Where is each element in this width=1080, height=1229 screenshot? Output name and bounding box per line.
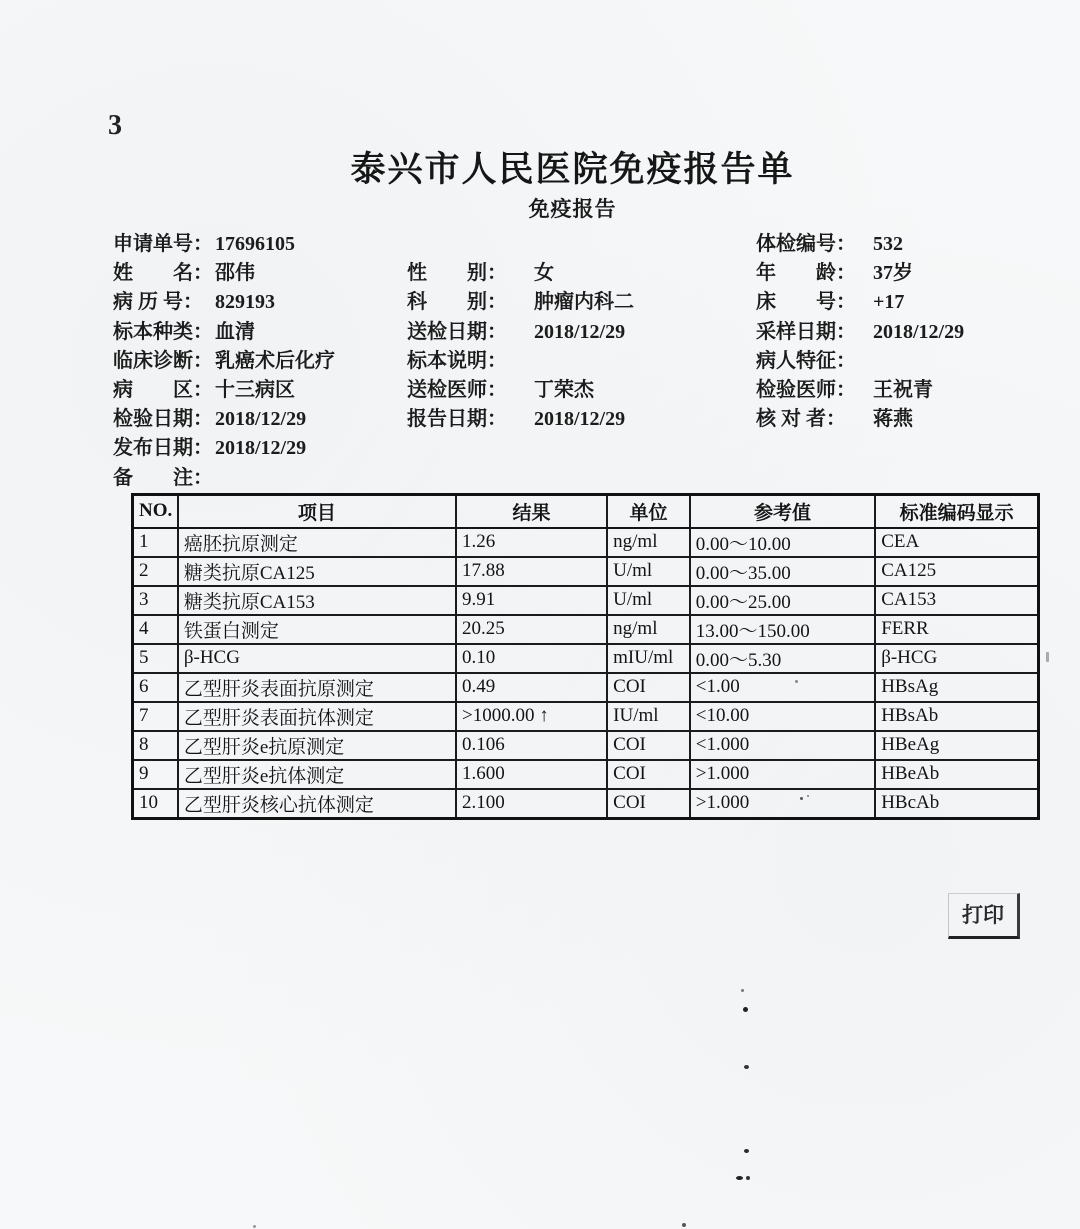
cell-result: 0.49 [456, 673, 607, 702]
page-number: 3 [108, 110, 122, 141]
cell-result: 1.600 [456, 760, 607, 789]
cell-reference: 0.00～10.00 [690, 528, 875, 557]
field-label: 科 别： [407, 291, 507, 314]
table-header-row [133, 495, 1039, 528]
cell-no: 8 [133, 731, 178, 760]
info-row-publish-date [113, 434, 405, 463]
field-value: 蒋燕 [873, 408, 913, 431]
table-row [133, 644, 1039, 673]
field-label: 病 历 号： [113, 291, 203, 314]
field-label: 标本说明： [407, 349, 507, 372]
field-label: 发布日期： [113, 437, 213, 460]
cell-result: >1000.00 ↑ [456, 702, 607, 731]
field-value: 邵伟 [215, 262, 255, 285]
scan-speck [800, 797, 803, 800]
field-label: 核 对 者： [756, 408, 846, 431]
cell-reference: <10.00 [690, 702, 875, 731]
field-label: 病 区： [113, 378, 213, 401]
scan-speck [807, 795, 809, 797]
cell-no: 3 [133, 586, 178, 615]
field-label: 年 龄： [756, 262, 856, 285]
cell-reference: >1.000 [690, 789, 875, 819]
info-row-checkup-no [756, 230, 1056, 259]
table-row [133, 528, 1039, 557]
scan-speck [743, 1007, 748, 1012]
info-row-remarks [113, 464, 405, 493]
column-header-no: NO. [133, 495, 178, 528]
scan-speck [746, 1176, 750, 1180]
field-value: 2018/12/29 [534, 320, 626, 343]
cell-item: 糖类抗原CA125 [178, 557, 456, 586]
info-row-checker [756, 405, 1056, 434]
field-value: 2018/12/29 [873, 320, 965, 343]
scan-speck [744, 1065, 749, 1069]
report-header [105, 150, 1040, 223]
field-value: 2018/12/29 [534, 408, 626, 431]
cell-code: β-HCG [875, 644, 1038, 673]
cell-item: 癌胚抗原测定 [178, 528, 456, 557]
cell-code: HBsAb [875, 702, 1038, 731]
field-label: 标本种类： [113, 320, 213, 343]
field-value: 丁荣杰 [534, 378, 594, 401]
print-button[interactable]: 打印 [948, 893, 1020, 939]
field-label: 报告日期： [407, 408, 507, 431]
info-row-sampling-date [756, 318, 1056, 347]
info-row-send-date [407, 318, 737, 347]
field-value: 王祝青 [873, 378, 933, 401]
info-row-medical-record-no [113, 288, 405, 317]
column-header-code: 标准编码显示 [875, 495, 1038, 528]
cell-reference: <1.00 [690, 673, 875, 702]
field-label: 送检医师： [407, 378, 507, 401]
field-label: 床 号： [756, 291, 856, 314]
cell-unit: COI [607, 789, 690, 819]
cell-reference: >1.000 [690, 760, 875, 789]
field-value: 2018/12/29 [215, 437, 307, 460]
cell-code: HBeAg [875, 731, 1038, 760]
info-column-right [756, 230, 1056, 434]
info-row-test-date [113, 405, 405, 434]
scan-speck [682, 1223, 686, 1227]
table-row [133, 731, 1039, 760]
info-row-bed-no [756, 288, 1056, 317]
field-value: 532 [873, 233, 903, 255]
cell-code: FERR [875, 615, 1038, 644]
cell-unit: ng/ml [607, 615, 690, 644]
info-row-request-no [113, 230, 405, 259]
cell-item: 铁蛋白测定 [178, 615, 456, 644]
cell-item: 乙型肝炎e抗原测定 [178, 731, 456, 760]
field-label: 临床诊断： [113, 349, 213, 372]
cell-no: 7 [133, 702, 178, 731]
page-title: 泰兴市人民医院免疫报告单 [350, 150, 795, 189]
field-label: 检验医师： [756, 378, 856, 401]
field-label: 姓 名： [113, 262, 213, 285]
table-row [133, 615, 1039, 644]
cell-result: 17.88 [456, 557, 607, 586]
cell-no: 9 [133, 760, 178, 789]
cell-item: 乙型肝炎表面抗原测定 [178, 673, 456, 702]
info-column-left [113, 230, 405, 493]
scan-speck [253, 1225, 256, 1228]
cell-code: HBeAb [875, 760, 1038, 789]
field-value: 女 [534, 262, 554, 285]
table-row [133, 789, 1039, 819]
table-row [133, 557, 1039, 586]
cell-result: 20.25 [456, 615, 607, 644]
info-row-sex [407, 259, 737, 288]
cell-no: 5 [133, 644, 178, 673]
scan-speck [795, 680, 798, 683]
info-row-spacer [407, 230, 737, 259]
cell-reference: 0.00～5.30 [690, 644, 875, 673]
field-value: +17 [873, 291, 905, 314]
cell-result: 0.10 [456, 644, 607, 673]
cell-unit: COI [607, 760, 690, 789]
cell-no: 6 [133, 673, 178, 702]
scan-speck [1046, 652, 1049, 662]
cell-unit: COI [607, 673, 690, 702]
cell-reference: <1.000 [690, 731, 875, 760]
cell-no: 10 [133, 789, 178, 819]
info-row-ward [113, 376, 405, 405]
table-row [133, 586, 1039, 615]
cell-unit: U/ml [607, 586, 690, 615]
scan-speck [736, 1176, 743, 1180]
cell-code: CA153 [875, 586, 1038, 615]
column-header-reference: 参考值 [690, 495, 875, 528]
cell-result: 1.26 [456, 528, 607, 557]
info-row-patient-features [756, 347, 1056, 376]
column-header-item: 项目 [178, 495, 456, 528]
info-column-middle [407, 230, 737, 434]
info-row-specimen-note [407, 347, 737, 376]
info-row-clinical-diagnosis [113, 347, 405, 376]
cell-result: 0.106 [456, 731, 607, 760]
field-label: 采样日期： [756, 320, 856, 343]
cell-unit: COI [607, 731, 690, 760]
cell-no: 2 [133, 557, 178, 586]
cell-result: 2.100 [456, 789, 607, 819]
field-label: 病人特征： [756, 349, 856, 372]
info-row-age [756, 259, 1056, 288]
info-row-department [407, 288, 737, 317]
info-row-sending-doctor [407, 376, 737, 405]
cell-code: HBsAg [875, 673, 1038, 702]
column-header-result: 结果 [456, 495, 607, 528]
field-label: 备 注： [113, 466, 213, 489]
cell-reference: 0.00～35.00 [690, 557, 875, 586]
table-row [133, 760, 1039, 789]
cell-item: 乙型肝炎e抗体测定 [178, 760, 456, 789]
cell-unit: mIU/ml [607, 644, 690, 673]
field-label: 性 别： [407, 262, 507, 285]
field-value: 17696105 [215, 233, 295, 255]
scan-speck [744, 1149, 749, 1153]
info-row-report-date [407, 405, 737, 434]
info-row-name [113, 259, 405, 288]
report-subtitle: 免疫报告 [528, 197, 617, 222]
field-label: 检验日期： [113, 408, 213, 431]
cell-item: 糖类抗原CA153 [178, 586, 456, 615]
scan-speck [741, 989, 744, 992]
cell-result: 9.91 [456, 586, 607, 615]
field-value: 2018/12/29 [215, 408, 307, 431]
cell-reference: 0.00～25.00 [690, 586, 875, 615]
cell-code: CEA [875, 528, 1038, 557]
cell-item: β-HCG [178, 644, 456, 673]
cell-no: 1 [133, 528, 178, 557]
info-row-specimen-type [113, 318, 405, 347]
field-label: 申请单号： [113, 233, 213, 255]
cell-code: HBcAb [875, 789, 1038, 819]
cell-unit: ng/ml [607, 528, 690, 557]
cell-code: CA125 [875, 557, 1038, 586]
info-row-lab-doctor [756, 376, 1056, 405]
cell-unit: U/ml [607, 557, 690, 586]
cell-reference: 13.00～150.00 [690, 615, 875, 644]
field-label: 体检编号： [756, 233, 856, 255]
field-value: 血清 [215, 320, 255, 343]
table-row [133, 702, 1039, 731]
field-value: 乳癌术后化疗 [215, 349, 335, 372]
field-value: 肿瘤内科二 [534, 291, 634, 314]
cell-item: 乙型肝炎核心抗体测定 [178, 789, 456, 819]
field-value: 829193 [215, 291, 275, 314]
results-table [131, 493, 1040, 820]
field-label: 送检日期： [407, 320, 507, 343]
field-value: 37岁 [873, 262, 913, 285]
field-value: 十三病区 [215, 378, 295, 401]
table-row [133, 673, 1039, 702]
cell-item: 乙型肝炎表面抗体测定 [178, 702, 456, 731]
cell-no: 4 [133, 615, 178, 644]
column-header-unit: 单位 [607, 495, 690, 528]
cell-unit: IU/ml [607, 702, 690, 731]
